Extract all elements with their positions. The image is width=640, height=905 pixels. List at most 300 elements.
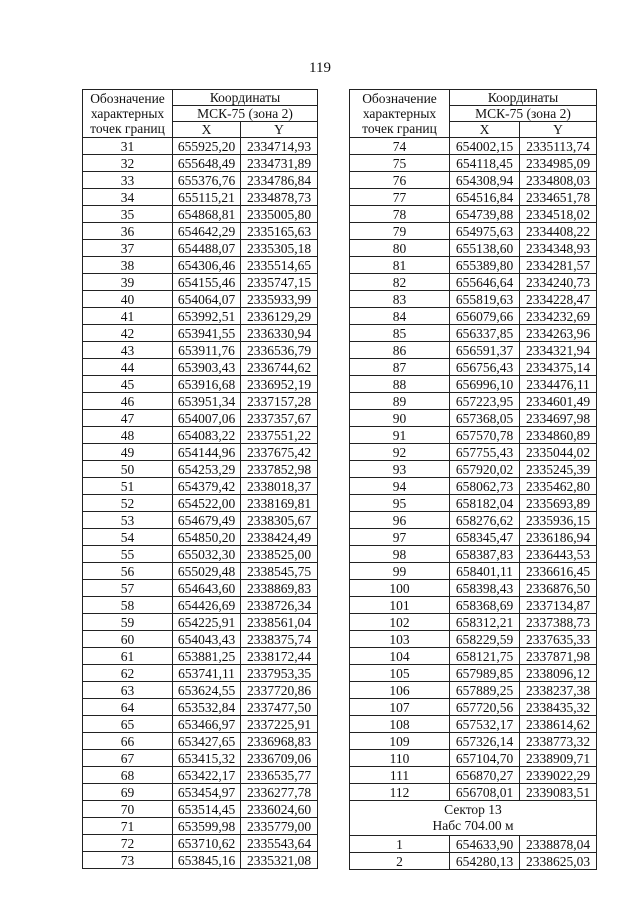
y-coordinate-cell: 2337357,67 (241, 410, 318, 427)
table-row (83, 767, 318, 784)
y-coordinate-cell: 2334232,69 (520, 308, 597, 325)
point-number-cell: 84 (350, 308, 450, 325)
point-number-cell: 104 (350, 648, 450, 665)
y-coordinate-cell: 2334985,09 (520, 155, 597, 172)
x-coordinate-cell: 654516,84 (450, 189, 520, 206)
point-number-cell: 78 (350, 206, 450, 223)
table-row (350, 836, 597, 853)
table-row (83, 614, 318, 631)
point-number-cell: 48 (83, 427, 173, 444)
designation-header-line: характерных (362, 106, 437, 121)
y-coordinate-cell: 2338169,81 (241, 495, 318, 512)
x-coordinate-cell: 654043,43 (173, 631, 241, 648)
table-row (83, 682, 318, 699)
y-coordinate-cell: 2336952,19 (241, 376, 318, 393)
y-coordinate-cell: 2334878,73 (241, 189, 318, 206)
y-coordinate-cell: 2336443,53 (520, 546, 597, 563)
x-coordinate-cell: 654379,42 (173, 478, 241, 495)
point-number-cell: 109 (350, 733, 450, 750)
x-coordinate-cell: 657570,78 (450, 427, 520, 444)
y-coordinate-cell: 2337225,91 (241, 716, 318, 733)
point-number-cell: 47 (83, 410, 173, 427)
y-coordinate-cell: 2337720,86 (241, 682, 318, 699)
table-row (83, 240, 318, 257)
table-row (83, 784, 318, 801)
y-coordinate-cell: 2335933,99 (241, 291, 318, 308)
y-coordinate-cell: 2334281,57 (520, 257, 597, 274)
table-row (350, 478, 597, 495)
point-number-cell: 62 (83, 665, 173, 682)
table-row (83, 478, 318, 495)
x-coordinate-cell: 655646,64 (450, 274, 520, 291)
y-coordinate-cell: 2338878,04 (520, 836, 597, 853)
point-number-cell: 77 (350, 189, 450, 206)
table-row (83, 818, 318, 835)
table-row (350, 631, 597, 648)
table-row (350, 614, 597, 631)
y-coordinate-cell: 2335113,74 (520, 138, 597, 155)
table-row (350, 648, 597, 665)
y-coordinate-cell: 2338561,04 (241, 614, 318, 631)
table-row (350, 393, 597, 410)
point-number-cell: 2 (350, 853, 450, 870)
point-number-cell: 105 (350, 665, 450, 682)
x-coordinate-cell: 654488,07 (173, 240, 241, 257)
table-row (83, 563, 318, 580)
point-number-cell: 32 (83, 155, 173, 172)
point-number-cell: 49 (83, 444, 173, 461)
x-coordinate-cell: 657104,70 (450, 750, 520, 767)
x-coordinate-cell: 656591,37 (450, 342, 520, 359)
table-row (83, 529, 318, 546)
y-coordinate-cell: 2337852,98 (241, 461, 318, 478)
y-coordinate-cell: 2334321,94 (520, 342, 597, 359)
table-row (83, 223, 318, 240)
designation-header (83, 90, 173, 138)
table-row (350, 376, 597, 393)
table-row (350, 546, 597, 563)
x-coordinate-cell: 656756,43 (450, 359, 520, 376)
y-coordinate-cell: 2337388,73 (520, 614, 597, 631)
x-coordinate-cell: 653845,16 (173, 852, 241, 869)
x-coordinate-cell: 658062,73 (450, 478, 520, 495)
point-number-cell: 36 (83, 223, 173, 240)
x-coordinate-cell: 654064,07 (173, 291, 241, 308)
table-row (83, 172, 318, 189)
x-coordinate-cell: 655138,60 (450, 240, 520, 257)
table-row (350, 291, 597, 308)
x-coordinate-cell: 654975,63 (450, 223, 520, 240)
table-row (350, 529, 597, 546)
table-row (83, 750, 318, 767)
x-coordinate-cell: 654118,45 (450, 155, 520, 172)
point-number-cell: 52 (83, 495, 173, 512)
y-coordinate-cell: 2335005,80 (241, 206, 318, 223)
x-coordinate-cell: 658312,21 (450, 614, 520, 631)
x-coordinate-cell: 654253,29 (173, 461, 241, 478)
y-coordinate-cell: 2334263,96 (520, 325, 597, 342)
point-number-cell: 71 (83, 818, 173, 835)
designation-header-line: Обозначение (90, 91, 165, 106)
table-row (83, 631, 318, 648)
point-number-cell: 81 (350, 257, 450, 274)
point-number-cell: 80 (350, 240, 450, 257)
point-number-cell: 111 (350, 767, 450, 784)
table-row (350, 512, 597, 529)
y-coordinate-cell: 2334476,11 (520, 376, 597, 393)
y-coordinate-cell: 2334697,98 (520, 410, 597, 427)
point-number-cell: 1 (350, 836, 450, 853)
y-coordinate-cell: 2337134,87 (520, 597, 597, 614)
table-row (83, 427, 318, 444)
point-number-cell: 90 (350, 410, 450, 427)
x-coordinate-cell: 657720,56 (450, 699, 520, 716)
table-row (350, 461, 597, 478)
y-coordinate-cell: 2336876,50 (520, 580, 597, 597)
x-coordinate-cell: 658121,75 (450, 648, 520, 665)
y-coordinate-cell: 2338435,32 (520, 699, 597, 716)
point-number-cell: 54 (83, 529, 173, 546)
table-row (350, 767, 597, 784)
x-coordinate-cell: 653881,25 (173, 648, 241, 665)
table-row (350, 665, 597, 682)
y-column-header: Y (241, 122, 318, 138)
point-number-cell: 61 (83, 648, 173, 665)
y-coordinate-cell: 2338625,03 (520, 853, 597, 870)
y-coordinate-cell: 2336330,94 (241, 325, 318, 342)
x-coordinate-cell: 656079,66 (450, 308, 520, 325)
table-row (350, 563, 597, 580)
point-number-cell: 70 (83, 801, 173, 818)
y-coordinate-cell: 2337477,50 (241, 699, 318, 716)
point-number-cell: 60 (83, 631, 173, 648)
point-number-cell: 106 (350, 682, 450, 699)
x-coordinate-cell: 654522,00 (173, 495, 241, 512)
point-number-cell: 55 (83, 546, 173, 563)
x-coordinate-cell: 654280,13 (450, 853, 520, 870)
y-coordinate-cell: 2334240,73 (520, 274, 597, 291)
y-coordinate-cell: 2338424,49 (241, 529, 318, 546)
point-number-cell: 95 (350, 495, 450, 512)
y-coordinate-cell: 2335693,89 (520, 495, 597, 512)
x-coordinate-cell: 655115,21 (173, 189, 241, 206)
point-number-cell: 44 (83, 359, 173, 376)
x-column-header: X (173, 122, 241, 138)
x-coordinate-cell: 653466,97 (173, 716, 241, 733)
coordinates-header: Координаты (173, 90, 318, 106)
table-row (83, 376, 318, 393)
point-number-cell: 34 (83, 189, 173, 206)
point-number-cell: 63 (83, 682, 173, 699)
table-row (83, 801, 318, 818)
point-number-cell: 76 (350, 172, 450, 189)
table-row (83, 410, 318, 427)
x-coordinate-cell: 654868,81 (173, 206, 241, 223)
table-row (350, 597, 597, 614)
y-coordinate-cell: 2338237,38 (520, 682, 597, 699)
point-number-cell: 41 (83, 308, 173, 325)
x-coordinate-cell: 655648,49 (173, 155, 241, 172)
y-coordinate-cell: 2337871,98 (520, 648, 597, 665)
point-number-cell: 45 (83, 376, 173, 393)
x-coordinate-cell: 658368,69 (450, 597, 520, 614)
point-number-cell: 43 (83, 342, 173, 359)
y-coordinate-cell: 2335321,08 (241, 852, 318, 869)
y-coordinate-cell: 2336535,77 (241, 767, 318, 784)
table-row (350, 733, 597, 750)
point-number-cell: 67 (83, 750, 173, 767)
x-coordinate-cell: 653911,76 (173, 342, 241, 359)
x-coordinate-cell: 656708,01 (450, 784, 520, 801)
point-number-cell: 91 (350, 427, 450, 444)
point-number-cell: 46 (83, 393, 173, 410)
table-row (350, 189, 597, 206)
point-number-cell: 99 (350, 563, 450, 580)
coordinate-system-header: МСК-75 (зона 2) (173, 106, 318, 122)
point-number-cell: 101 (350, 597, 450, 614)
sector-subtitle: Набс 704.00 м (432, 818, 514, 833)
x-coordinate-cell: 653951,34 (173, 393, 241, 410)
coordinates-table-right (349, 89, 597, 870)
x-coordinate-cell: 657889,25 (450, 682, 520, 699)
table-row (83, 308, 318, 325)
x-coordinate-cell: 655389,80 (450, 257, 520, 274)
point-number-cell: 86 (350, 342, 450, 359)
table-row (83, 291, 318, 308)
table-row (350, 580, 597, 597)
table-row (83, 597, 318, 614)
x-coordinate-cell: 657326,14 (450, 733, 520, 750)
table-row (350, 240, 597, 257)
table-row (83, 580, 318, 597)
x-coordinate-cell: 654679,49 (173, 512, 241, 529)
x-coordinate-cell: 653992,51 (173, 308, 241, 325)
table-row (83, 512, 318, 529)
y-coordinate-cell: 2336129,29 (241, 308, 318, 325)
x-coordinate-cell: 658398,43 (450, 580, 520, 597)
point-number-cell: 108 (350, 716, 450, 733)
y-coordinate-cell: 2337551,22 (241, 427, 318, 444)
point-number-cell: 33 (83, 172, 173, 189)
y-coordinate-cell: 2334714,93 (241, 138, 318, 155)
x-coordinate-cell: 654426,69 (173, 597, 241, 614)
y-coordinate-cell: 2336024,60 (241, 801, 318, 818)
y-coordinate-cell: 2335245,39 (520, 461, 597, 478)
table-row (83, 835, 318, 852)
point-number-cell: 58 (83, 597, 173, 614)
point-number-cell: 89 (350, 393, 450, 410)
table-row (350, 155, 597, 172)
coordinates-header: Координаты (450, 90, 597, 106)
point-number-cell: 51 (83, 478, 173, 495)
coordinate-system-header: МСК-75 (зона 2) (450, 106, 597, 122)
y-coordinate-cell: 2336744,62 (241, 359, 318, 376)
table-row (350, 853, 597, 870)
x-coordinate-cell: 658276,62 (450, 512, 520, 529)
y-coordinate-cell: 2335543,64 (241, 835, 318, 852)
table-row (83, 444, 318, 461)
table-row (83, 648, 318, 665)
x-coordinate-cell: 653514,45 (173, 801, 241, 818)
x-coordinate-cell: 653624,55 (173, 682, 241, 699)
point-number-cell: 82 (350, 274, 450, 291)
x-coordinate-cell: 653741,11 (173, 665, 241, 682)
y-coordinate-cell: 2339022,29 (520, 767, 597, 784)
point-number-cell: 42 (83, 325, 173, 342)
point-number-cell: 65 (83, 716, 173, 733)
x-coordinate-cell: 658401,11 (450, 563, 520, 580)
y-coordinate-cell: 2335165,63 (241, 223, 318, 240)
y-coordinate-cell: 2338525,00 (241, 546, 318, 563)
point-number-cell: 92 (350, 444, 450, 461)
x-coordinate-cell: 658345,47 (450, 529, 520, 546)
y-coordinate-cell: 2338018,37 (241, 478, 318, 495)
x-coordinate-cell: 653454,97 (173, 784, 241, 801)
x-coordinate-cell: 655925,20 (173, 138, 241, 155)
table-row (83, 852, 318, 869)
x-coordinate-cell: 654308,94 (450, 172, 520, 189)
point-number-cell: 64 (83, 699, 173, 716)
sector-heading (350, 801, 597, 836)
point-number-cell: 97 (350, 529, 450, 546)
table-row (83, 733, 318, 750)
x-coordinate-cell: 656996,10 (450, 376, 520, 393)
table-row (83, 665, 318, 682)
y-coordinate-cell: 2334651,78 (520, 189, 597, 206)
point-number-cell: 37 (83, 240, 173, 257)
x-coordinate-cell: 654002,15 (450, 138, 520, 155)
x-coordinate-cell: 654739,88 (450, 206, 520, 223)
y-coordinate-cell: 2336709,06 (241, 750, 318, 767)
x-coordinate-cell: 657223,95 (450, 393, 520, 410)
table-row (83, 716, 318, 733)
table-row (83, 393, 318, 410)
point-number-cell: 72 (83, 835, 173, 852)
y-coordinate-cell: 2337953,35 (241, 665, 318, 682)
table-row (350, 359, 597, 376)
point-number-cell: 40 (83, 291, 173, 308)
table-row (350, 138, 597, 155)
point-number-cell: 66 (83, 733, 173, 750)
point-number-cell: 56 (83, 563, 173, 580)
y-coordinate-cell: 2335936,15 (520, 512, 597, 529)
x-coordinate-cell: 658229,59 (450, 631, 520, 648)
y-coordinate-cell: 2338869,83 (241, 580, 318, 597)
x-coordinate-cell: 657532,17 (450, 716, 520, 733)
y-coordinate-cell: 2336277,78 (241, 784, 318, 801)
x-coordinate-cell: 654007,06 (173, 410, 241, 427)
x-coordinate-cell: 655032,30 (173, 546, 241, 563)
y-coordinate-cell: 2336968,83 (241, 733, 318, 750)
x-coordinate-cell: 653422,17 (173, 767, 241, 784)
table-row (83, 138, 318, 155)
point-number-cell: 73 (83, 852, 173, 869)
x-coordinate-cell: 655029,48 (173, 563, 241, 580)
x-coordinate-cell: 653532,84 (173, 699, 241, 716)
point-number-cell: 87 (350, 359, 450, 376)
x-coordinate-cell: 657755,43 (450, 444, 520, 461)
table-row (350, 257, 597, 274)
table-row (83, 359, 318, 376)
y-coordinate-cell: 2338096,12 (520, 665, 597, 682)
designation-header-line: точек границ (90, 121, 165, 136)
x-coordinate-cell: 656337,85 (450, 325, 520, 342)
y-coordinate-cell: 2334375,14 (520, 359, 597, 376)
table-row (83, 189, 318, 206)
page-number: 119 (309, 60, 331, 76)
table-row (83, 206, 318, 223)
y-coordinate-cell: 2334601,49 (520, 393, 597, 410)
x-coordinate-cell: 654850,20 (173, 529, 241, 546)
y-coordinate-cell: 2335044,02 (520, 444, 597, 461)
x-coordinate-cell: 658387,83 (450, 546, 520, 563)
point-number-cell: 31 (83, 138, 173, 155)
table-row (350, 427, 597, 444)
y-coordinate-cell: 2335305,18 (241, 240, 318, 257)
x-coordinate-cell: 653427,65 (173, 733, 241, 750)
y-coordinate-cell: 2338172,44 (241, 648, 318, 665)
y-coordinate-cell: 2337675,42 (241, 444, 318, 461)
designation-header-line: характерных (90, 106, 165, 121)
point-number-cell: 93 (350, 461, 450, 478)
x-coordinate-cell: 658182,04 (450, 495, 520, 512)
x-coordinate-cell: 654306,46 (173, 257, 241, 274)
point-number-cell: 103 (350, 631, 450, 648)
table-row (83, 699, 318, 716)
point-number-cell: 98 (350, 546, 450, 563)
x-coordinate-cell: 654642,29 (173, 223, 241, 240)
table-row (83, 325, 318, 342)
table-row (350, 342, 597, 359)
sector-title: Сектор 13 (444, 802, 502, 817)
y-coordinate-cell: 2334408,22 (520, 223, 597, 240)
y-coordinate-cell: 2338375,74 (241, 631, 318, 648)
x-coordinate-cell: 657920,02 (450, 461, 520, 478)
y-coordinate-cell: 2338726,34 (241, 597, 318, 614)
y-coordinate-cell: 2335747,15 (241, 274, 318, 291)
point-number-cell: 68 (83, 767, 173, 784)
x-coordinate-cell: 657989,85 (450, 665, 520, 682)
y-coordinate-cell: 2338773,32 (520, 733, 597, 750)
x-coordinate-cell: 653415,32 (173, 750, 241, 767)
table-row (83, 155, 318, 172)
table-row (350, 410, 597, 427)
point-number-cell: 110 (350, 750, 450, 767)
y-coordinate-cell: 2334518,02 (520, 206, 597, 223)
table-row (350, 682, 597, 699)
y-coordinate-cell: 2338545,75 (241, 563, 318, 580)
y-coordinate-cell: 2336616,45 (520, 563, 597, 580)
point-number-cell: 57 (83, 580, 173, 597)
y-coordinate-cell: 2338909,71 (520, 750, 597, 767)
table-row (350, 223, 597, 240)
table-row (350, 784, 597, 801)
x-coordinate-cell: 653710,62 (173, 835, 241, 852)
table-row (350, 716, 597, 733)
y-coordinate-cell: 2334348,93 (520, 240, 597, 257)
x-coordinate-cell: 653941,55 (173, 325, 241, 342)
y-coordinate-cell: 2339083,51 (520, 784, 597, 801)
designation-header (350, 90, 450, 138)
x-coordinate-cell: 653903,43 (173, 359, 241, 376)
point-number-cell: 85 (350, 325, 450, 342)
x-coordinate-cell: 654643,60 (173, 580, 241, 597)
point-number-cell: 74 (350, 138, 450, 155)
point-number-cell: 83 (350, 291, 450, 308)
point-number-cell: 100 (350, 580, 450, 597)
table-row (350, 308, 597, 325)
point-number-cell: 75 (350, 155, 450, 172)
